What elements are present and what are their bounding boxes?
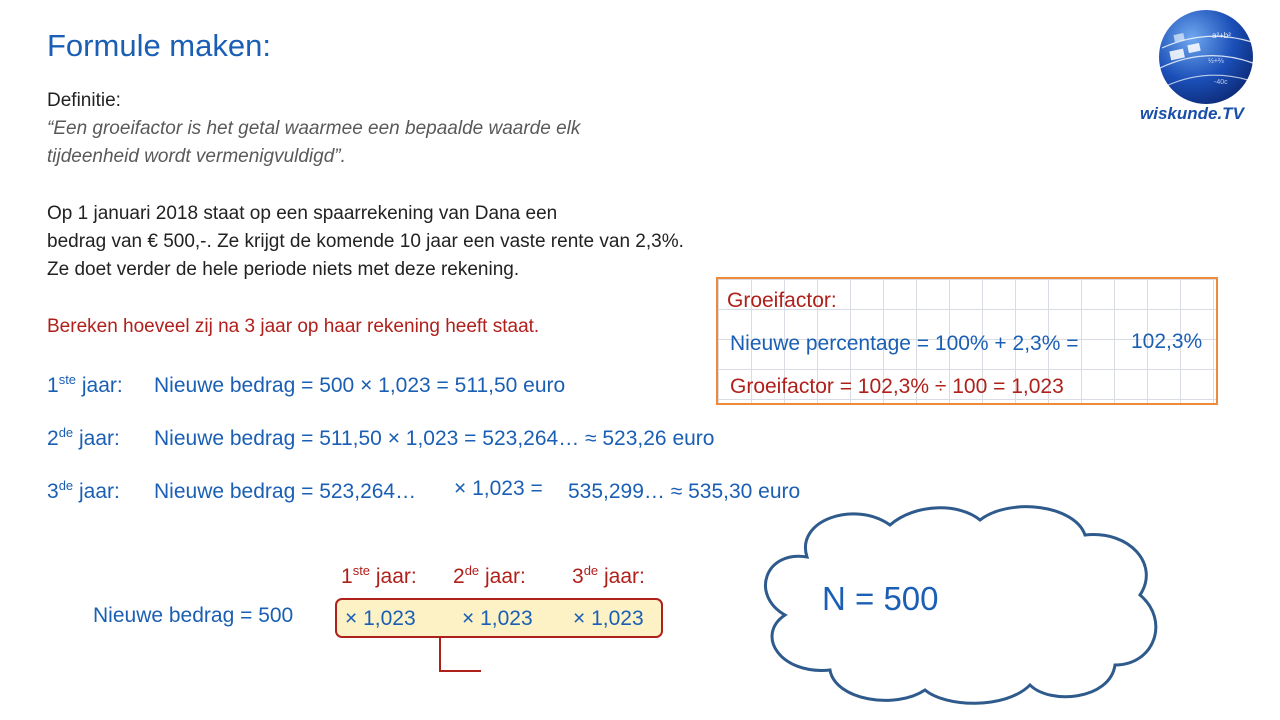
globe-number-glyph: -40c [1214, 79, 1228, 86]
groeifactor-percentage-line: Nieuwe percentage = 100% + 2,3% = [730, 332, 1079, 355]
problem-line-1: Op 1 januari 2018 staat op een spaarrekening van Dana een [47, 203, 558, 224]
year-3-calculation-c: 535,299… ≈ 535,30 euro [568, 480, 801, 503]
page-title: Formule maken: [47, 28, 271, 63]
formula-year-label-3: 3de jaar: [572, 563, 645, 588]
formula-bracket [439, 638, 481, 672]
definition-quote-line-2: tijdeenheid wordt vermenigvuldigd”. [47, 146, 346, 167]
problem-line-2: bedrag van € 500,-. Ze krijgt de komende 10 jaar een vaste rente van 2,3%. [47, 231, 684, 252]
formula-year-label-2: 2de jaar: [453, 563, 526, 588]
year-3-calculation-a: Nieuwe bedrag = 523,264… [154, 480, 417, 503]
groeifactor-percentage-result: 102,3% [1131, 330, 1203, 353]
cloud-shape [755, 495, 1175, 710]
globe-formula-glyph: a²+b² [1212, 31, 1231, 40]
problem-line-3: Ze doet verder de hele periode niets met deze rekening. [47, 259, 520, 280]
year-2-calculation: Nieuwe bedrag = 511,50 × 1,023 = 523,264… ≈ 523,26 euro [154, 427, 715, 450]
year-1-label: 1ste jaar: [47, 372, 123, 397]
formula-factor-box [335, 598, 663, 638]
year-3-calculation-b: × 1,023 = [454, 477, 543, 500]
wiskunde-globe-logo [1156, 8, 1256, 106]
formula-year-label-1: 1ste jaar: [341, 563, 417, 588]
groeifactor-heading: Groeifactor: [727, 289, 837, 312]
definition-label: Definitie: [47, 90, 121, 111]
formula-factor-2: × 1,023 [462, 607, 533, 630]
formula-factor-3: × 1,023 [573, 607, 644, 630]
question-text: Bereken hoeveel zij na 3 jaar op haar rekening heeft staat. [47, 316, 540, 337]
formula-factor-1: × 1,023 [345, 607, 416, 630]
year-2-label: 2de jaar: [47, 425, 120, 450]
groeifactor-box [716, 277, 1218, 405]
logo-text: wiskunde.TV [1140, 104, 1244, 123]
groeifactor-calculation-line: Groeifactor = 102,3% ÷ 100 = 1,023 [730, 375, 1064, 398]
cloud-formula-text: N = 500 [822, 580, 939, 617]
globe-fraction-glyph: ½+⅔ [1208, 58, 1224, 65]
year-3-label: 3de jaar: [47, 478, 120, 503]
definition-quote-line-1: “Een groeifactor is het getal waarmee een bepaalde waarde elk [47, 118, 581, 139]
year-1-calculation: Nieuwe bedrag = 500 × 1,023 = 511,50 euro [154, 374, 566, 397]
formula-label: Nieuwe bedrag = 500 [93, 604, 294, 627]
